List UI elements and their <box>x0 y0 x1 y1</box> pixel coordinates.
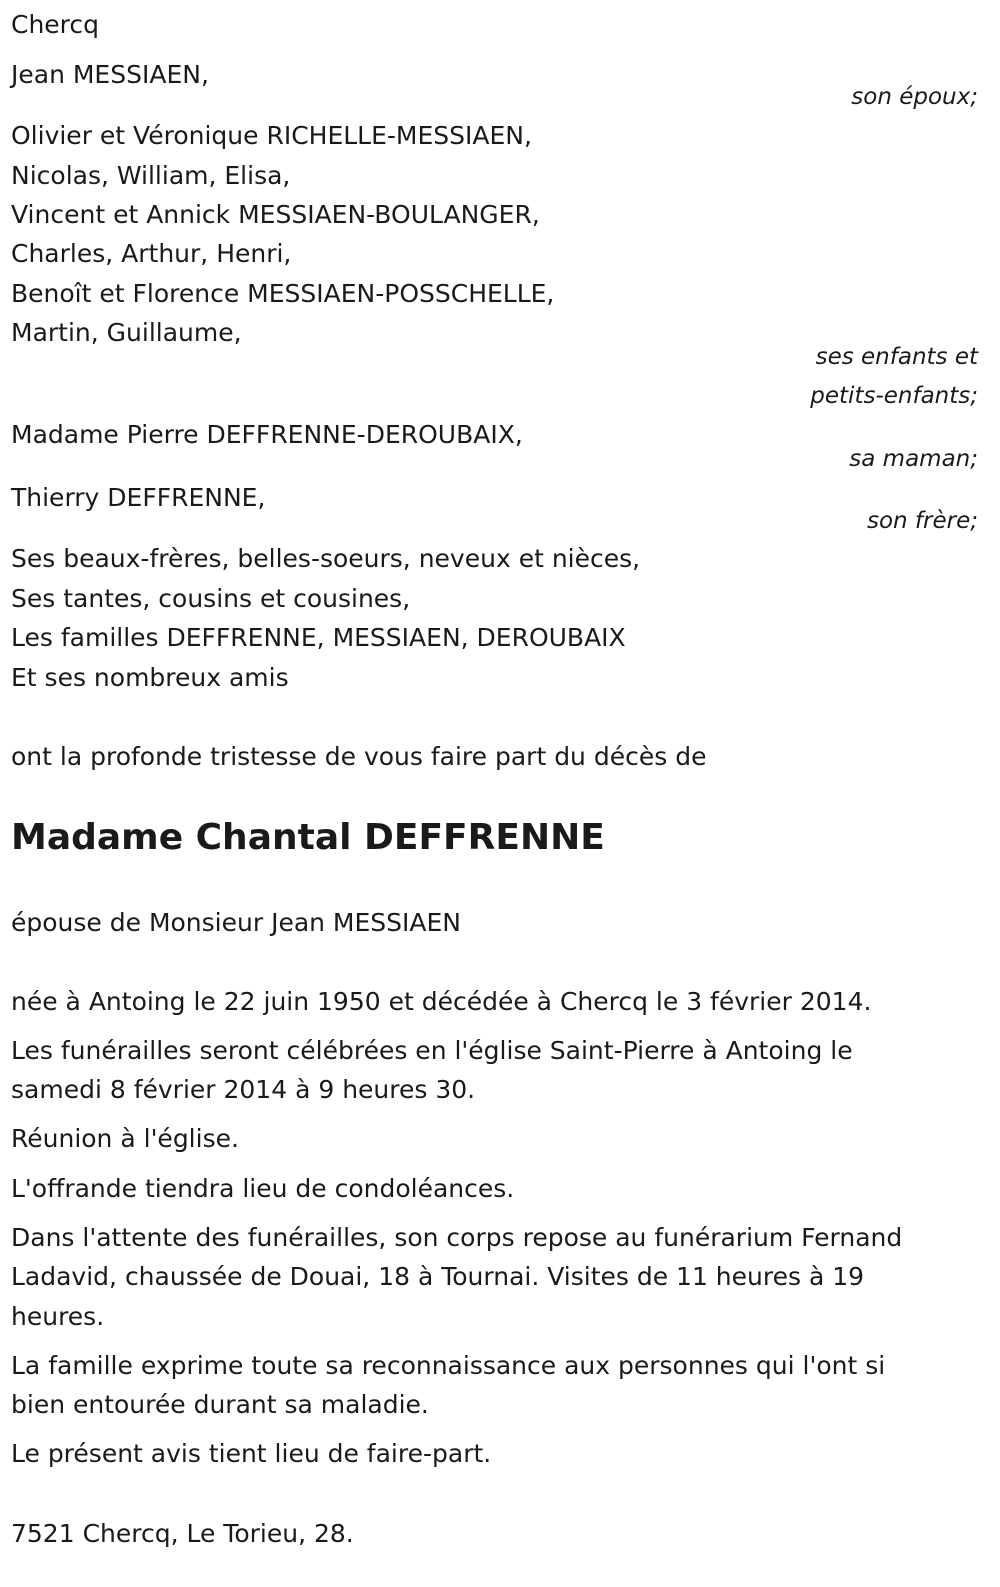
husband-role: son époux; <box>851 84 978 110</box>
birth-death-line: née à Antoing le 22 juin 1950 et décédée à Chercq le 3 février 2014. <box>11 987 872 1016</box>
children-role: ses enfants et <box>815 344 978 370</box>
thanks-line: La famille exprime toute sa reconnaissance aux personnes qui l'ont si <box>11 1351 886 1380</box>
address-line: 7521 Chercq, Le Torieu, 28. <box>11 1519 354 1548</box>
brother-name: Thierry DEFFRENNE, <box>11 483 266 512</box>
child-line: Martin, Guillaume, <box>11 318 242 347</box>
meeting-line: Réunion à l'église. <box>11 1124 239 1153</box>
wake-line: heures. <box>11 1302 105 1331</box>
spouse-line: épouse de Monsieur Jean MESSIAEN <box>11 908 462 937</box>
announcement-intro: ont la profonde tristesse de vous faire part du décès de <box>11 742 707 771</box>
funeral-line: samedi 8 février 2014 à 9 heures 30. <box>11 1075 476 1104</box>
child-line: Nicolas, William, Elisa, <box>11 161 291 190</box>
child-line: Olivier et Véronique RICHELLE-MESSIAEN, <box>11 121 532 150</box>
wake-line: Dans l'attente des funérailles, son corps repose au funérarium Fernand <box>11 1223 903 1252</box>
child-line: Charles, Arthur, Henri, <box>11 239 292 268</box>
relatives-line: Ses tantes, cousins et cousines, <box>11 584 411 613</box>
notice-line: Le présent avis tient lieu de faire-part. <box>11 1439 492 1468</box>
funeral-line: Les funérailles seront célébrées en l'église Saint-Pierre à Antoing le <box>11 1036 853 1065</box>
relatives-line: Et ses nombreux amis <box>11 663 289 692</box>
brother-role: son frère; <box>866 508 978 534</box>
grandchildren-role: petits-enfants; <box>810 383 978 409</box>
mother-role: sa maman; <box>849 446 978 472</box>
deceased-name: Madame Chantal DEFFRENNE <box>11 817 605 858</box>
mother-name: Madame Pierre DEFFRENNE-DEROUBAIX, <box>11 420 523 449</box>
relatives-line: Les familles DEFFRENNE, MESSIAEN, DEROUBAIX <box>11 623 626 652</box>
wake-line: Ladavid, chaussée de Douai, 18 à Tournai. Visites de 11 heures à 19 <box>11 1262 865 1291</box>
thanks-line: bien entourée durant sa maladie. <box>11 1390 429 1419</box>
place-header: Chercq <box>11 10 100 39</box>
relatives-line: Ses beaux-frères, belles-soeurs, neveux et nièces, <box>11 544 641 573</box>
child-line: Vincent et Annick MESSIAEN-BOULANGER, <box>11 200 540 229</box>
child-line: Benoît et Florence MESSIAEN-POSSCHELLE, <box>11 279 555 308</box>
offering-line: L'offrande tiendra lieu de condoléances. <box>11 1174 515 1203</box>
husband-name: Jean MESSIAEN, <box>11 60 209 89</box>
